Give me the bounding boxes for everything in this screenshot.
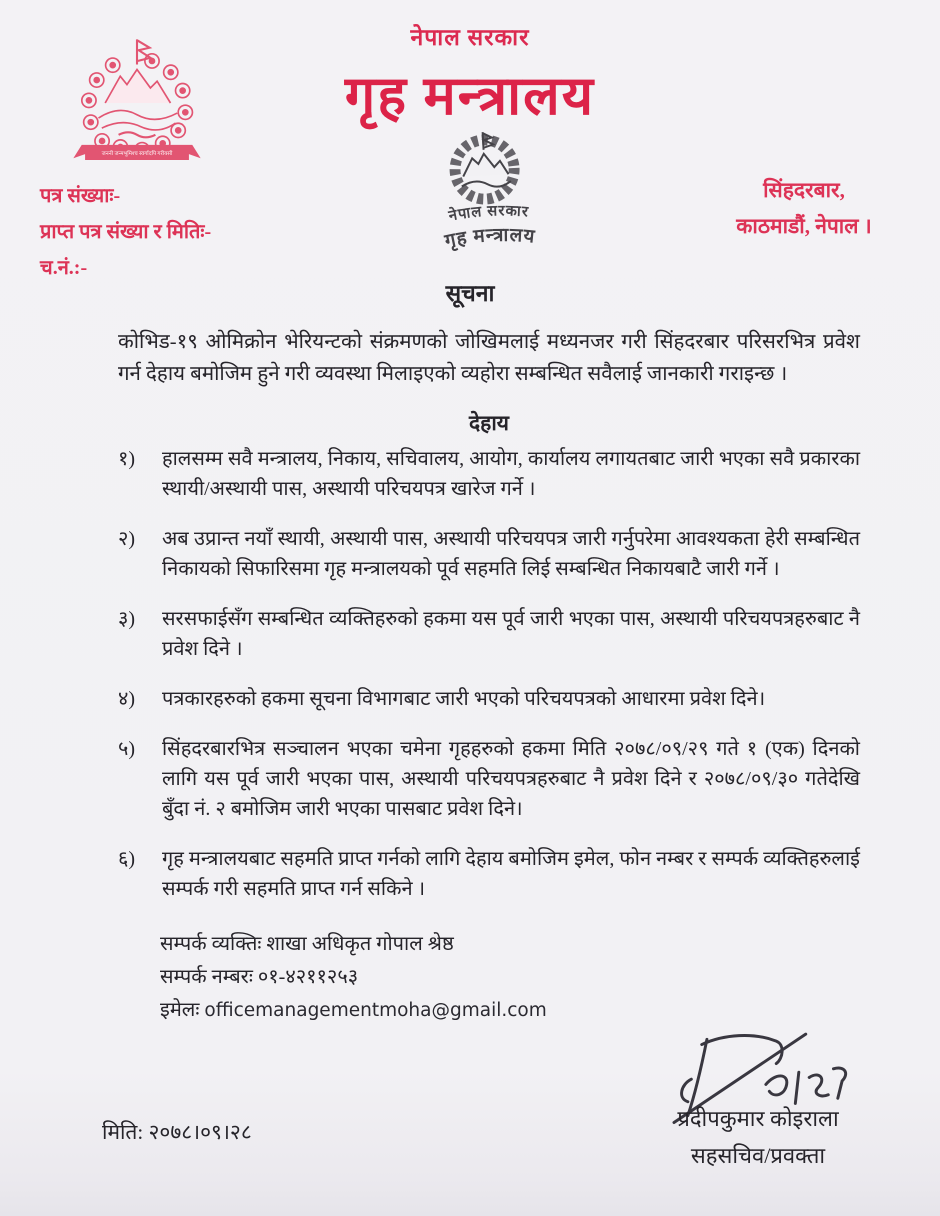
government-title: नेपाल सरकार	[410, 25, 530, 50]
motto-ribbon-icon	[73, 145, 200, 160]
dispatch-number-label: च.नं.:-	[40, 257, 88, 279]
item-text: सरसफाईसँग सम्बन्धित व्यक्तिहरुको हकमा यस पूर्व जारी भएका पास, अस्थायी परिचयपत्रहरुबाट नै प्रवेश दिने ।	[162, 608, 860, 660]
list-item	[118, 604, 860, 664]
list-item	[118, 524, 860, 584]
received-letter-label: प्राप्त पत्र संख्या र मितिः-	[40, 221, 212, 243]
reference-fields	[40, 178, 211, 286]
nepal-coat-of-arms-icon	[66, 36, 208, 170]
list-heading: देहाय	[469, 411, 509, 435]
stamp-ministry-text: गृह मन्त्रालय	[443, 224, 537, 253]
item-text: अब उप्रान्त नयाँ स्थायी, अस्थायी पास, अस्थायी परिचयपत्र जारी गर्नुपरेमा आवश्यकता हेरी सम्बन्धित निकायको सिफारिसमा गृह मन्त्रालयको पूर्व सहमति लिई सम्बन्धित निकायबाटै जारी गर्ने ।	[162, 528, 860, 580]
item-number: ६)	[118, 848, 136, 870]
office-address	[704, 172, 904, 244]
ministry-title: गृह मन्त्रालय	[344, 66, 596, 126]
contact-person-line: सम्पर्क व्यक्तिः शाखा अधिकृत गोपाल श्रेष्ठ	[160, 933, 454, 955]
emblem-motto: जननी जन्मभूमिश्च स्वर्गादपि गरीयसी	[101, 150, 173, 157]
item-text: हालसम्म सवै मन्त्रालय, निकाय, सचिवालय, आयोग, कार्यालय लगायतबाट जारी भएका सवै प्रकारका स्थायी/अस्थायी पास, अस्थायी परिचयपत्र खारेज गर्ने ।	[162, 448, 860, 500]
svg-text:गृह मन्त्रालय	[442, 223, 538, 254]
email-label: इमेलः	[160, 999, 200, 1021]
item-number: ५)	[118, 738, 136, 760]
item-number: ३)	[118, 608, 136, 630]
item-number: ४)	[118, 688, 136, 710]
contact-block	[160, 928, 860, 1027]
notice-body	[118, 408, 860, 1027]
email-address: officemanagementmoha@gmail.com	[204, 1000, 547, 1021]
list-item	[118, 684, 860, 714]
notice-title: सूचना	[445, 281, 495, 306]
contact-phone-line: सम्पर्क नम्बरः ०१-४२११२५३	[160, 966, 359, 988]
ministry-stamp-icon	[398, 128, 578, 262]
signatory-block	[618, 1100, 898, 1174]
svg-text:नेपाल सरकार	[446, 201, 530, 225]
item-number: २)	[118, 528, 136, 550]
notice-intro-paragraph: कोभिड-१९ ओमिक्रोन भेरियन्टको संक्रमणको जोखिमलाई मध्यनजर गरी सिंहदरबार परिसरभित्र प्रवेश गर्न देहाय बमोजिम हुने गरी व्यवस्था मिलाइएको व्यहोरा सम्बन्धित सवैलाई जानकारी गराइन्छ ।	[118, 331, 860, 385]
address-line-2: काठमाडौं, नेपाल ।	[736, 214, 872, 238]
list-item	[118, 734, 860, 824]
signatory-designation: सहसचिव/प्रवक्ता	[690, 1143, 826, 1168]
stamp-government-text: नेपाल सरकार	[447, 203, 530, 225]
item-text: सिंहदरबारभित्र सञ्चालन भएका चमेना गृहहरुको हकमा मिति २०७८/०९/२९ गते १ (एक) दिनको लागि यस पूर्व जारी भएका पास, अस्थायी परिचयपत्रहरुबाट नै प्रवेश दिने र २०७८/०९/३० गतेदेखि बुँदा नं. २ बमोजिम जारी भएका पासबाट प्रवेश दिने।	[162, 738, 860, 820]
address-line-1: सिंहदरबार,	[763, 178, 845, 202]
item-text: गृह मन्त्रालयबाट सहमति प्राप्त गर्नको लागि देहाय बमोजिम इमेल, फोन नम्बर र सम्पर्क व्यक्तिहरुलाई सम्पर्क गरी सहमति प्राप्त गर्न सकिने ।	[162, 848, 860, 900]
item-number: १)	[118, 448, 136, 470]
signatory-name: प्रदीपकुमार कोइराला	[677, 1106, 839, 1131]
list-item	[118, 844, 860, 904]
letter-date: मिति: २०७८।०९।२८	[102, 1120, 252, 1144]
letter-number-label: पत्र संख्याः-	[40, 185, 121, 207]
list-item	[118, 444, 860, 504]
item-text: पत्रकारहरुको हकमा सूचना विभागबाट जारी भएको परिचयपत्रको आधारमा प्रवेश दिने।	[162, 688, 766, 710]
